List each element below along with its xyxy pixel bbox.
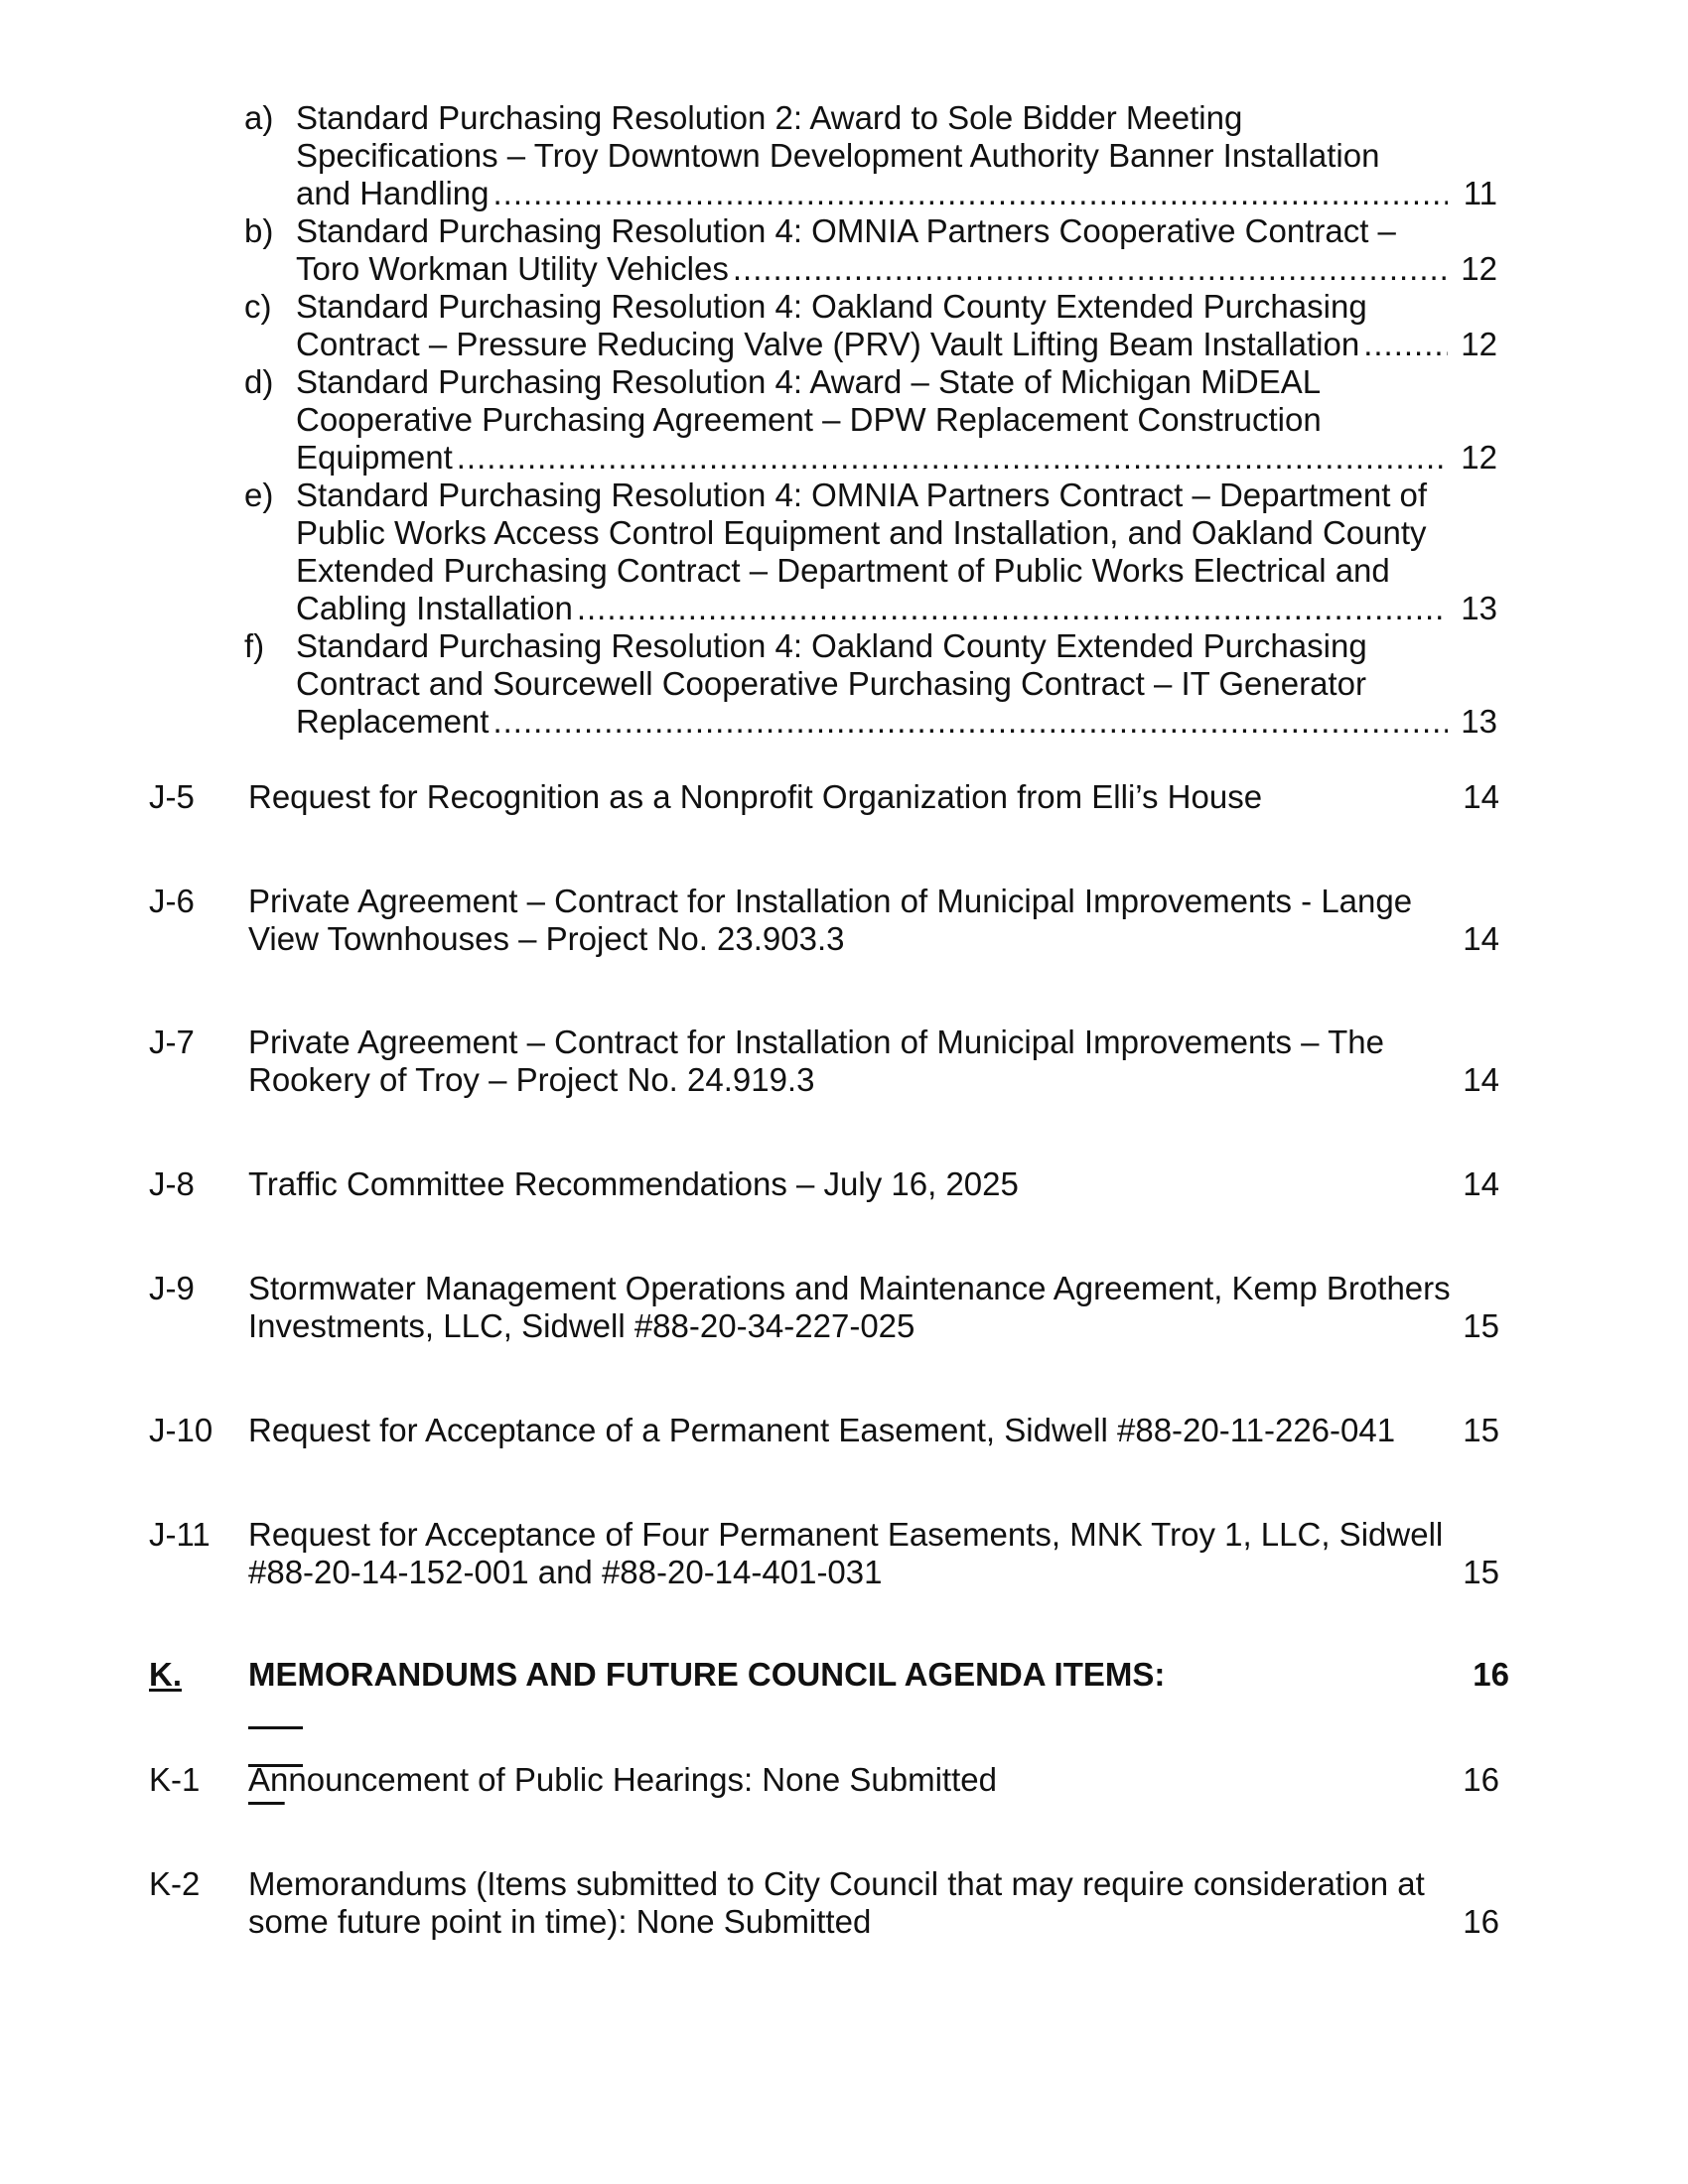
sub-item-d (244, 363, 1497, 477)
page-number: 11 (1463, 175, 1497, 211)
sub-item-leader-line (296, 175, 1497, 212)
sub-item-a (244, 99, 1497, 212)
page-number: 14 (1463, 920, 1499, 957)
sub-item-letter: c) (244, 288, 272, 325)
item-text-line: some future point in time): None Submitted (248, 1903, 872, 1940)
item-description (248, 1412, 1455, 1449)
sub-item-letter: d) (244, 363, 274, 400)
sub-item-letter: f) (244, 627, 265, 664)
sub-item-text-line: Standard Purchasing Resolution 4: Oakland County Extended Purchasing (296, 288, 1367, 325)
sub-item-text-line: Specifications – Troy Downtown Development Authority Banner Installation (296, 137, 1380, 174)
page-number: 13 (1461, 703, 1497, 740)
item-text-line: Private Agreement – Contract for Installation of Municipal Improvements – The (248, 1024, 1384, 1060)
item-text-line: Request for Acceptance of a Permanent Easement, Sidwell #88-20-11-226-041 (248, 1412, 1396, 1448)
sub-item-text-line: Cabling Installation (296, 590, 573, 626)
item-code: J-6 (149, 883, 195, 919)
page-number: 16 (1473, 1656, 1509, 1693)
sub-item-text-line: Standard Purchasing Resolution 4: OMNIA Partners Contract – Department of (296, 477, 1428, 513)
page-number: 16 (1463, 1761, 1499, 1798)
sub-item-letter: b) (244, 212, 274, 249)
sub-item-leader-line (296, 439, 1497, 477)
dot-leader (492, 703, 1448, 741)
purchasing-resolution-list (244, 99, 1497, 741)
item-description (248, 1165, 1455, 1203)
item-text-line: Investments, LLC, Sidwell #88-20-34-227-025 (248, 1307, 915, 1344)
item-text-line: #88-20-14-152-001 and #88-20-14-401-031 (248, 1554, 883, 1590)
section-title: MEMORANDUMS AND FUTURE COUNCIL AGENDA ITEMS: (248, 1656, 1166, 1693)
sub-item-text-line: Contract and Sourcewell Cooperative Purchasing Contract – IT Generator (296, 665, 1366, 702)
sub-item-text-line: Standard Purchasing Resolution 2: Award to Sole Bidder Meeting (296, 99, 1243, 136)
page-number: 12 (1461, 250, 1497, 287)
sub-item-text-line: Contract – Pressure Reducing Valve (PRV) Vault Lifting Beam Installation (296, 326, 1360, 362)
sub-item-text-line: Replacement (296, 703, 490, 740)
item-text-line: Memorandums (Items submitted to City Council that may require consideration at (248, 1865, 1425, 1902)
sub-item-text-line: Standard Purchasing Resolution 4: Oakland County Extended Purchasing (296, 627, 1367, 664)
sub-item-text-line: Standard Purchasing Resolution 4: Award – State of Michigan MiDEAL (296, 363, 1322, 400)
item-text-line: Request for Recognition as a Nonprofit Organization from Elli’s House (248, 778, 1263, 815)
page-number: 13 (1461, 590, 1497, 626)
page-number: 14 (1463, 778, 1499, 815)
sub-item-text-line: Standard Purchasing Resolution 4: OMNIA Partners Cooperative Contract – (296, 212, 1396, 249)
sub-item-text-line: Equipment (296, 439, 453, 476)
item-text-line: Private Agreement – Contract for Installation of Municipal Improvements - Lange (248, 883, 1413, 919)
page-number: 15 (1463, 1412, 1499, 1448)
item-code: J-9 (149, 1270, 195, 1306)
sub-item-c (244, 288, 1497, 363)
sub-item-leader-line (296, 590, 1497, 627)
item-description (248, 778, 1455, 816)
sub-item-text-line: and Handling (296, 175, 490, 211)
page-number: 12 (1461, 439, 1497, 476)
sub-item-text-line: Toro Workman Utility Vehicles (296, 250, 729, 287)
item-text-line: Traffic Committee Recommendations – July 16, 2025 (248, 1165, 1019, 1202)
sub-item-leader-line (296, 703, 1497, 741)
item-text-line: Request for Acceptance of Four Permanent Easements, MNK Troy 1, LLC, Sidwell (248, 1516, 1444, 1553)
item-code: K-2 (149, 1865, 201, 1902)
sub-item-text-line: Extended Purchasing Contract – Department of Public Works Electrical and (296, 552, 1390, 589)
page-number: 16 (1463, 1903, 1499, 1940)
sub-item-letter: a) (244, 99, 274, 136)
dot-leader (577, 590, 1448, 627)
item-text-line: View Townhouses – Project No. 23.903.3 (248, 920, 845, 957)
sub-item-text-line: Public Works Access Control Equipment and Installation, and Oakland County (296, 514, 1427, 551)
page-number: 14 (1463, 1061, 1499, 1098)
item-description (248, 1516, 1455, 1591)
sub-item-f (244, 627, 1497, 741)
item-description (248, 1865, 1455, 1941)
item-code: J-8 (149, 1165, 195, 1202)
dot-leader (733, 250, 1448, 288)
item-text-line: Stormwater Management Operations and Maintenance Agreement, Kemp Brothers (248, 1270, 1451, 1306)
dot-leader (1363, 326, 1448, 363)
item-description (248, 883, 1455, 958)
item-code: J-11 (149, 1516, 211, 1553)
item-code: J-5 (149, 778, 195, 815)
sub-item-text-line: Cooperative Purchasing Agreement – DPW Replacement Construction (296, 401, 1322, 438)
item-description (248, 1024, 1455, 1099)
section-letter: K. (149, 1656, 182, 1693)
sub-item-leader-line (296, 250, 1497, 288)
sub-item-leader-line (296, 326, 1497, 363)
item-text-line: Announcement of Public Hearings: None Submitted (248, 1761, 997, 1798)
item-text-line: Rookery of Troy – Project No. 24.919.3 (248, 1061, 815, 1098)
item-description (248, 1270, 1455, 1345)
item-code: J-10 (149, 1412, 213, 1448)
item-description (248, 1761, 1455, 1799)
page-number: 12 (1461, 326, 1497, 362)
sub-item-letter: e) (244, 477, 274, 513)
sub-item-b (244, 212, 1497, 288)
dot-leader (457, 439, 1448, 477)
item-code: K-1 (149, 1761, 201, 1798)
dot-leader (493, 175, 1449, 212)
page-number: 15 (1463, 1307, 1499, 1344)
section-k-heading (149, 1656, 1509, 1696)
sub-item-e (244, 477, 1497, 627)
page-number: 15 (1463, 1554, 1499, 1590)
item-code: J-7 (149, 1024, 195, 1060)
page-number: 14 (1463, 1165, 1499, 1202)
